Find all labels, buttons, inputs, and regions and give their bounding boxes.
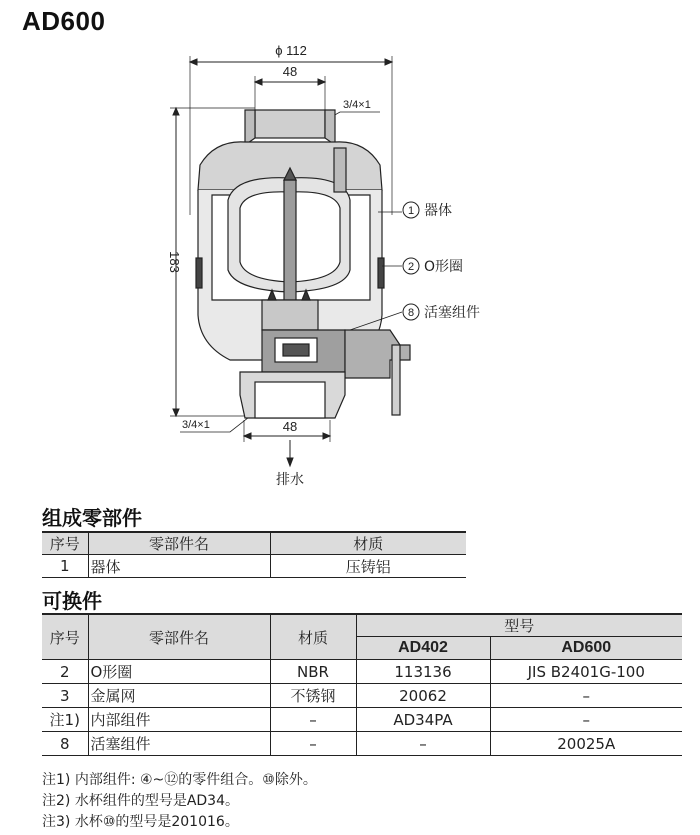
cross-section-drawing <box>0 30 700 495</box>
row-model-ad600: – <box>490 708 682 732</box>
row-name: 器体 <box>88 555 270 578</box>
dim-phi-112: ϕ 112 <box>275 43 307 58</box>
row-name: 金属网 <box>88 684 270 708</box>
row-material: – <box>270 732 356 756</box>
footnote-2: 注2) 水杯组件的型号是AD34。 <box>42 793 239 809</box>
table-row <box>42 555 466 578</box>
row-model-ad402: – <box>356 732 490 756</box>
col-header-ad600: AD600 <box>490 637 682 660</box>
col-header-ad402: AD402 <box>356 637 490 660</box>
components-section-title: 组成零部件 <box>42 506 142 530</box>
replaceable-table <box>42 613 682 756</box>
dim-height-183: 183 <box>167 251 182 273</box>
row-no: 注1) <box>42 708 88 732</box>
callout-8-label: 活塞组件 <box>424 305 480 321</box>
row-model-ad600: 20025A <box>490 732 682 756</box>
table-row <box>42 684 682 708</box>
row-model-ad402: 20062 <box>356 684 490 708</box>
dim-thread-top: 3/4×1 <box>343 99 371 111</box>
row-name: 内部组件 <box>88 708 270 732</box>
row-no: 3 <box>42 684 88 708</box>
row-material: NBR <box>270 660 356 684</box>
row-no: 8 <box>42 732 88 756</box>
col-header-name: 零部件名 <box>88 532 270 555</box>
table-row <box>42 708 682 732</box>
footnote-1: 注1) 内部组件: ④~⑫的零件组合。⑩除外。 <box>42 772 317 788</box>
components-table <box>42 531 466 578</box>
row-name: 活塞组件 <box>88 732 270 756</box>
table-row <box>42 660 682 684</box>
callout-2-label: O形圈 <box>424 259 464 275</box>
table-row <box>42 732 682 756</box>
row-material: 压铸铝 <box>270 555 466 578</box>
dim-top-48: 48 <box>282 64 298 79</box>
replaceable-header-row-1 <box>42 614 682 637</box>
col-header-material: 材质 <box>270 532 466 555</box>
dim-thread-bottom: 3/4×1 <box>182 419 210 431</box>
callout-1-num: 1 <box>407 205 415 217</box>
row-model-ad600: JIS B2401G-100 <box>490 660 682 684</box>
col-header-name: 零部件名 <box>88 614 270 660</box>
page-title: AD600 <box>22 6 106 36</box>
replaceable-section-title: 可换件 <box>42 589 102 613</box>
row-name: O形圈 <box>88 660 270 684</box>
footnotes <box>42 770 317 833</box>
row-model-ad600: – <box>490 684 682 708</box>
col-header-model: 型号 <box>356 614 682 637</box>
callout-1-label: 器体 <box>424 203 452 219</box>
row-no: 2 <box>42 660 88 684</box>
row-material: 不锈钢 <box>270 684 356 708</box>
callout-8-num: 8 <box>407 307 415 319</box>
footnote-3: 注3) 水杯⑩的型号是201016。 <box>42 814 239 830</box>
callout-2-num: 2 <box>407 261 415 273</box>
col-header-material: 材质 <box>270 614 356 660</box>
col-header-no: 序号 <box>42 614 88 660</box>
row-no: 1 <box>42 555 88 578</box>
dim-bottom-48: 48 <box>282 419 298 434</box>
components-header-row <box>42 532 466 555</box>
row-material: – <box>270 708 356 732</box>
row-model-ad402: 113136 <box>356 660 490 684</box>
drain-label: 排水 <box>276 472 304 488</box>
row-model-ad402: AD34PA <box>356 708 490 732</box>
col-header-no: 序号 <box>42 532 88 555</box>
